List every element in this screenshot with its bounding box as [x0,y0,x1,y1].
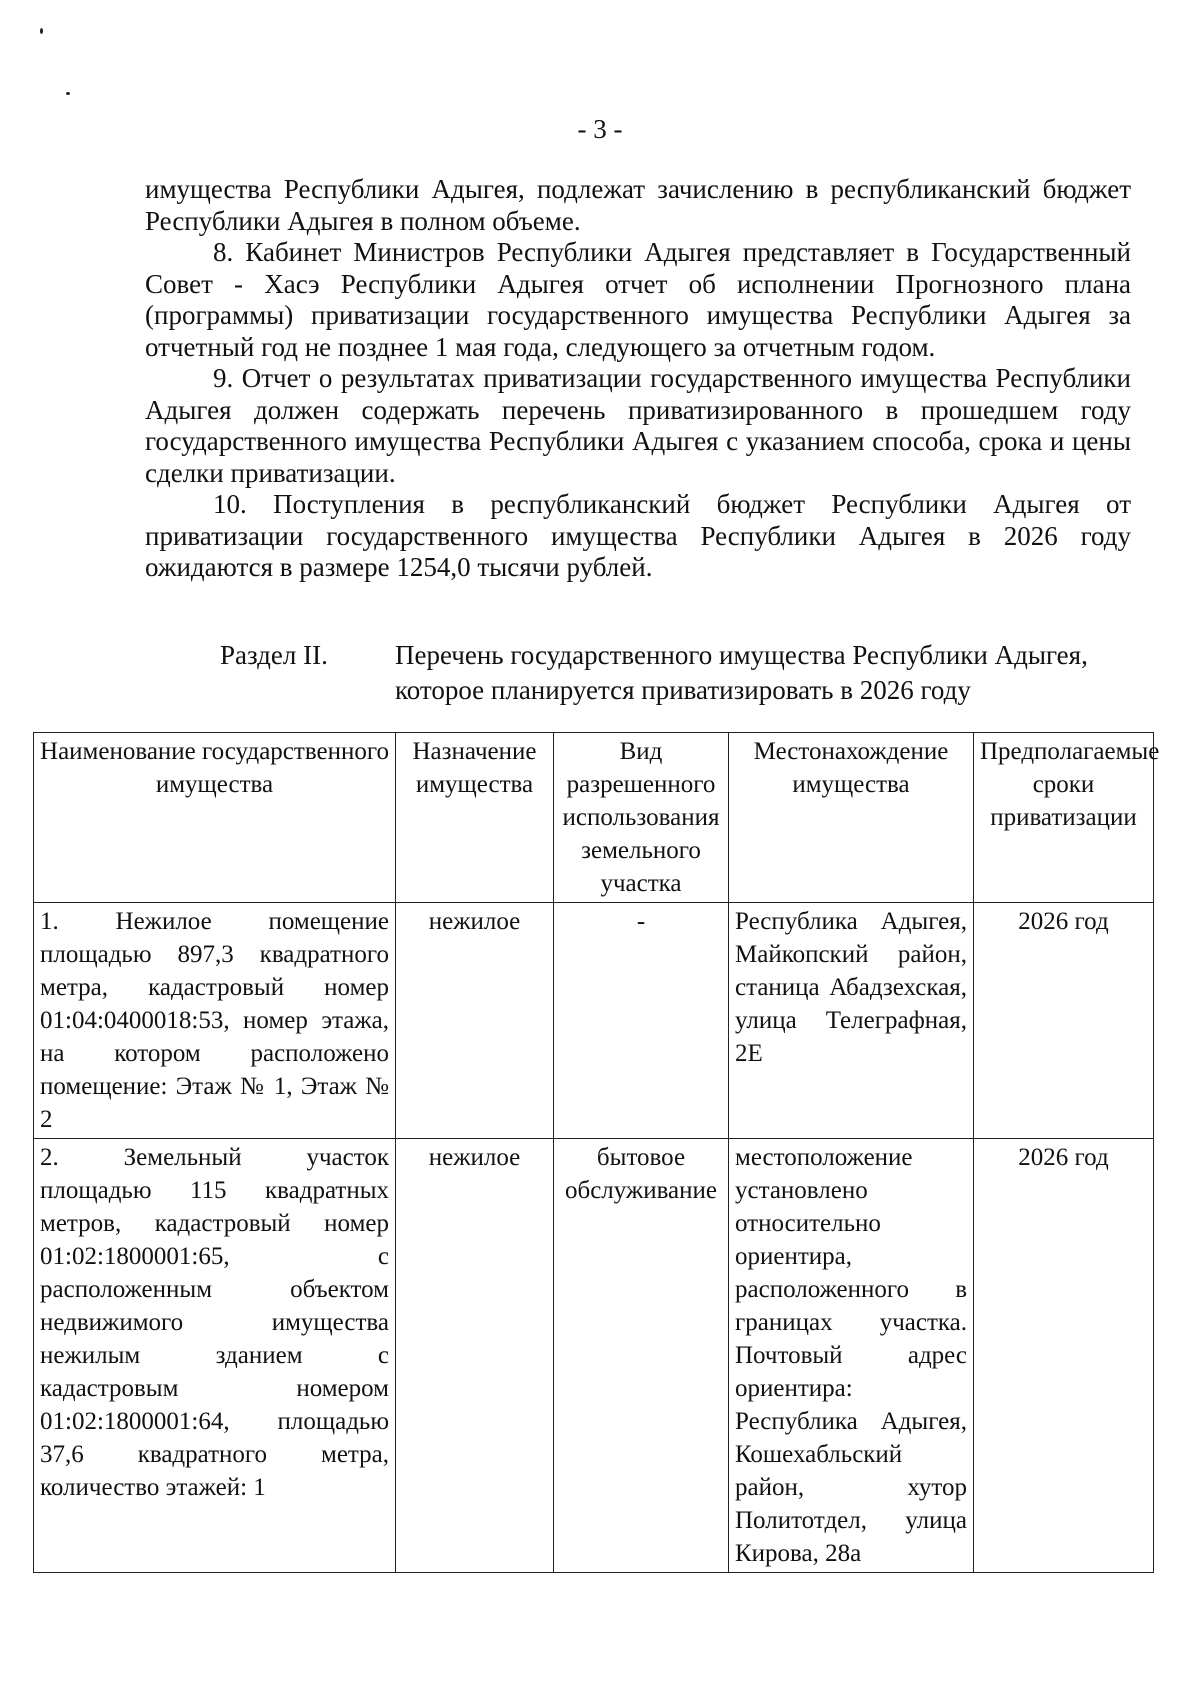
section-title-line: которое планируется приватизировать в 2026 году [395,674,971,705]
cell-purpose: нежилое [396,903,554,1139]
cell-name: 1. Нежилое помещение площадью 897,3 квадратного метра, кадастровый номер 01:04:0400018:53, номер этажа, на котором расположено помещение: Этаж № 1, Этаж № 2 [34,903,396,1139]
column-header-location: Местонахождение имущества [729,733,974,903]
cell-location: местоположение установлено относительно ориентира, расположенного в границах участка. Почтовый адрес ориентира: Республика Адыгея, Кошехабльский район, хутор Политотдел, улица Кирова, 28а [729,1139,974,1573]
section-label: Раздел II. [220,640,328,670]
table-row [34,903,1154,1139]
paragraph: 8. Кабинет Министров Республики Адыгея представляет в Государственный Совет - Хасэ Республики Адыгея отчет об исполнении Прогнозного плана (программы) приватизации государственного имущества Республики Адыгея за отчетный год не позднее 1 мая года, следующего за отчетным годом. [145,237,1131,362]
paragraph: 9. Отчет о результатах приватизации государственного имущества Республики Адыгея должен содержать перечень приватизированного в прошедшем году государственного имущества Республики Адыгея с указанием способа, срока и цены сделки приватизации. [145,363,1131,488]
body-text [145,174,1131,584]
column-header-terms: Предполагаемые сроки приватизации [974,733,1154,903]
paragraph: 10. Поступления в республиканский бюджет Республики Адыгея от приватизации государственного имущества Республики Адыгея в 2026 году ожидаются в размере 1254,0 тысячи рублей. [145,489,1131,582]
cell-terms: 2026 год [974,1139,1154,1573]
property-table [33,732,1160,1573]
section-title-line: Перечень государственного имущества Республики Адыгея, [395,640,1088,670]
cell-purpose: нежилое [396,1139,554,1573]
column-header-purpose: Назначение имущества [396,733,554,903]
cell-name: 2. Земельный участок площадью 115 квадратных метров, кадастровый номер 01:02:1800001:65, с расположенным объектом недвижимого имущества нежилым зданием с кадастровым номером 01:02:1800001:64, площадью 37,6 квадратного метра, количество этажей: 1 [34,1139,396,1573]
table-header-row [34,733,1154,903]
scan-mark [66,92,70,95]
table-row [34,1139,1154,1573]
page-number: - 3 - [577,114,623,144]
column-header-land-use: Вид разрешенного использования земельного участка [554,733,729,903]
column-header-name: Наименование государственного имущества [34,733,396,903]
cell-terms: 2026 год [974,903,1154,1139]
cell-location: Республика Адыгея, Майкопский район, станица Абадзехская, улица Телеграфная, 2Е [729,903,974,1139]
paragraph: имущества Республики Адыгея, подлежат зачислению в республиканский бюджет Республики Адыгея в полном объеме. [145,174,1131,236]
scan-mark [40,28,43,34]
section-title [395,640,1135,706]
cell-land-use: - [554,903,729,1139]
cell-land-use: бытовое обслуживание [554,1139,729,1573]
